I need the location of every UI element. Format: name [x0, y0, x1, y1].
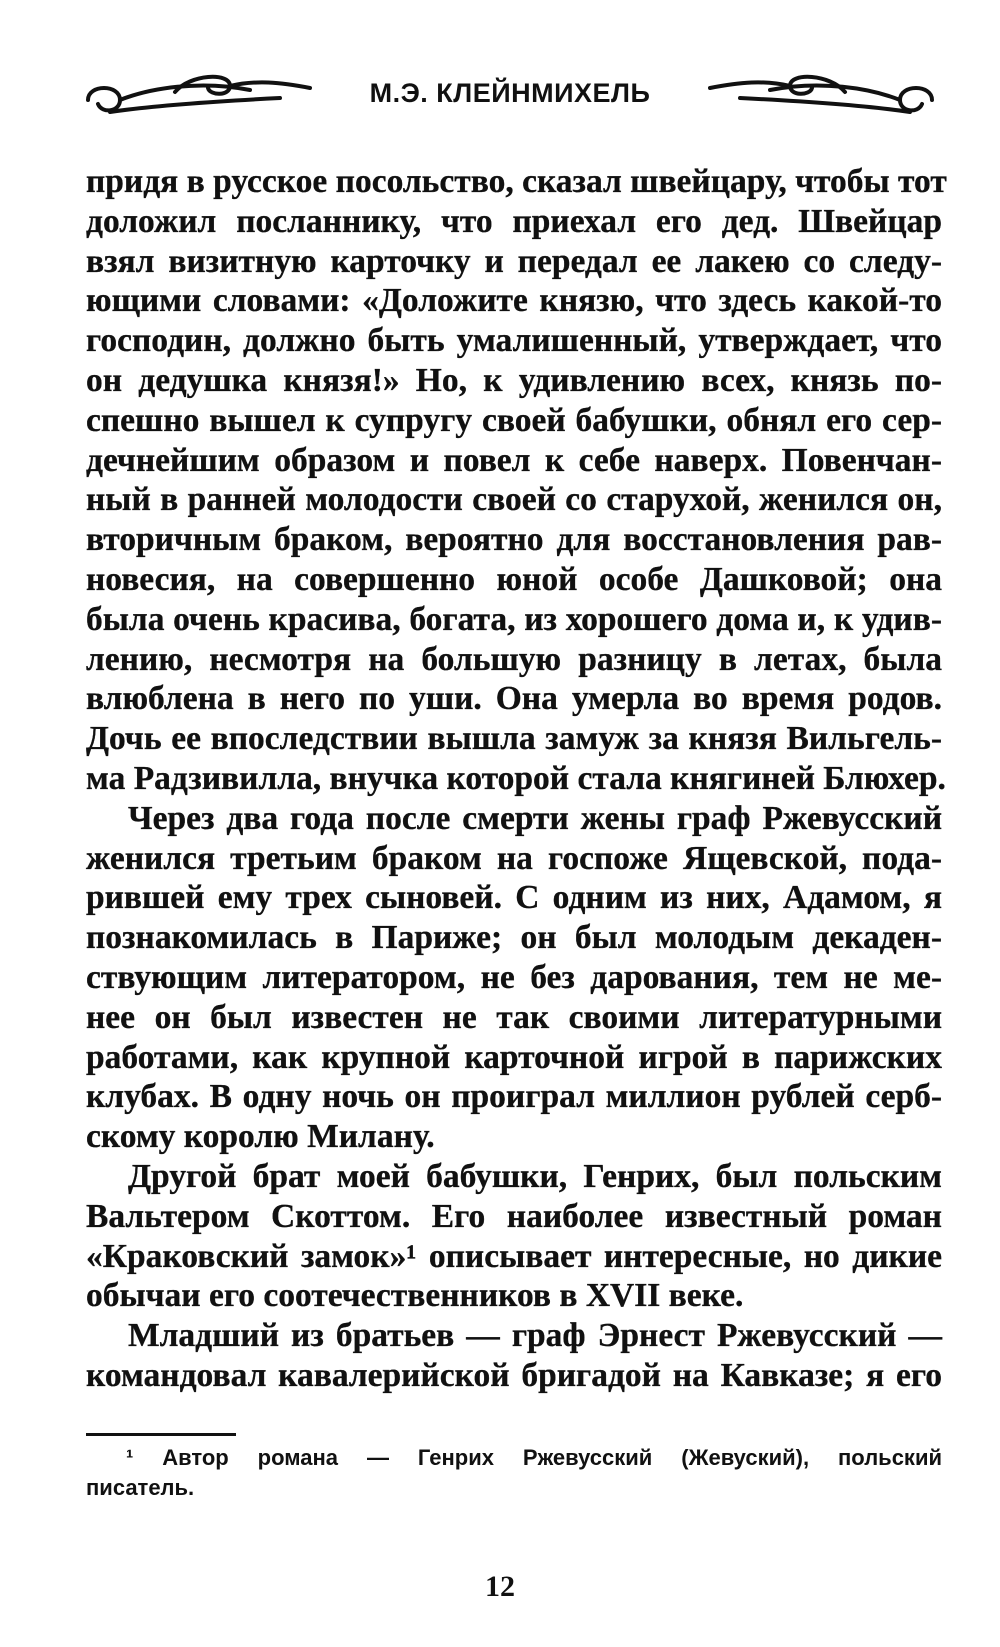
text-line: ма Радзивилла, внучка которой стала княгиней Блюхер. — [86, 759, 946, 797]
page-number: 12 — [485, 1570, 515, 1603]
text-line: взял визитную карточку и передал ее лакею со следу- — [86, 242, 942, 280]
text-line: познакомилась в Париже; он был молодым декаден- — [86, 919, 942, 957]
body-text — [86, 162, 947, 1396]
text-line: он дедушка князя!» Но, к удивлению всех, князь по- — [86, 361, 942, 399]
text-line: командовал кавалерийской бригадой на Кавказе; я его — [86, 1356, 942, 1394]
text-line: Вальтером Скоттом. Его наиболее известный роман — [86, 1197, 942, 1235]
text-line: нее он был известен не так своими литературными — [86, 998, 942, 1036]
text-line: новесия, на совершенно юной особе Дашковой; она — [86, 560, 942, 598]
text-line: Младший из братьев — граф Эрнест Ржевусский — — [128, 1317, 942, 1355]
text-line: лению, несмотря на большую разницу в летах, была — [86, 640, 942, 678]
footnote-line: ¹ Автор романа — Генрих Ржевусский (Жевуский), польский — [126, 1445, 942, 1470]
text-line: ный в ранней молодости своей со старухой, женился он, — [86, 481, 942, 519]
text-line: придя в русское посольство, сказал швейцару, чтобы тот — [86, 163, 947, 200]
running-header — [80, 62, 940, 142]
footnote-divider — [86, 1433, 236, 1436]
paragraph — [86, 1316, 942, 1396]
text-line: скому королю Милану. — [86, 1118, 435, 1156]
text-line: ствующим литератором, не без дарования, тем не ме- — [86, 958, 942, 996]
paragraph — [86, 799, 942, 1157]
footnote — [86, 1443, 942, 1503]
footnote-line: писатель. — [86, 1475, 195, 1500]
text-line: влюблена в него по уши. Она умерла во время родов. — [86, 680, 942, 718]
text-line: рившей ему трех сыновей. С одним из них, Адамом, я — [86, 879, 942, 917]
paragraph — [86, 1157, 942, 1316]
text-line: клубах. В одну ночь он проиграл миллион рублей серб- — [86, 1078, 942, 1116]
text-line: спешно вышел к супругу своей бабушки, обнял его сер- — [86, 401, 942, 439]
text-line: вторичным браком, вероятно для восстановления рав- — [86, 521, 942, 559]
text-line: женился третьим браком на госпоже Ящевской, пода- — [86, 839, 942, 877]
text-line: Другой брат моей бабушки, Генрих, был польским — [128, 1157, 942, 1195]
text-line: Через два года после смерти жены граф Ржевусский — [128, 799, 942, 837]
running-header-title: М.Э. КЛЕЙНМИХЕЛЬ — [369, 78, 651, 108]
text-line: работами, как крупной карточной игрой в парижских — [86, 1038, 942, 1076]
text-line: господин, должно быть умалишенный, утверждает, что — [86, 322, 942, 360]
text-line: обычаи его соотечественников в XVII веке. — [86, 1277, 744, 1315]
text-line: ющими словами: «Доложите князю, что здесь какой-то — [86, 282, 942, 320]
text-line: Дочь ее впоследствии вышла замуж за князя Вильгель- — [86, 720, 942, 758]
paragraph — [86, 162, 947, 799]
text-line: «Краковский замок»¹ описывает интересные, но дикие — [86, 1237, 942, 1275]
text-line: была очень красива, богата, из хорошего дома и, к удив- — [86, 600, 942, 638]
text-line: доложил посланнику, что приехал его дед. Швейцар — [86, 202, 942, 240]
text-line: дечнейшим образом и повел к себе наверх. Повенчан- — [86, 441, 942, 479]
